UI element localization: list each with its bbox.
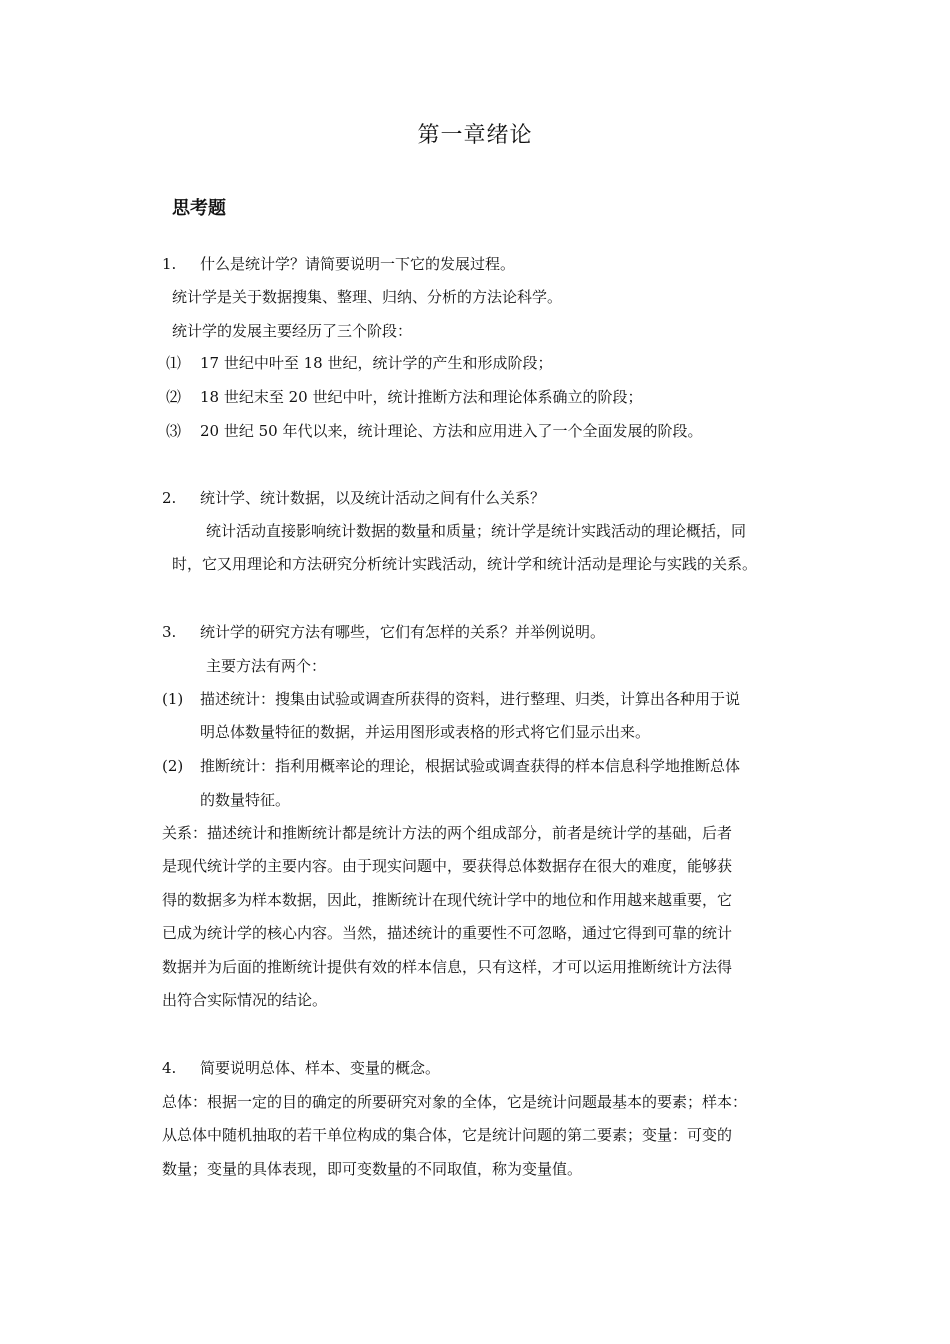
relation-line: 是现代统计学的主要内容。由于现实问题中，要获得总体数据存在很大的难度，能够获: [162, 857, 733, 875]
method-marker: (2): [162, 757, 184, 775]
q1-answer-line: 统计学是关于数据搜集、整理、归纳、分析的方法论科学。: [172, 288, 563, 306]
relation-line: 得的数据多为样本数据，因此，推断统计在现代统计学中的地位和作用越来越重要，它: [162, 891, 733, 909]
relation-line: 数据并为后面的推断统计提供有效的样本信息，只有这样，才可以运用推断统计方法得: [162, 958, 733, 976]
method-text: 推断统计：指利用概率论的理论，根据试验或调查获得的样本信息科学地推断总体: [200, 757, 741, 775]
section-heading: 思考题: [172, 198, 226, 219]
q3-intro: 主要方法有两个：: [206, 657, 327, 675]
chapter-title: 第一章绪论: [417, 123, 533, 148]
method-text: 描述统计：搜集由试验或调查所获得的资料，进行整理、归类，计算出各种用于说: [200, 690, 741, 708]
stage-text: 20 世纪 50 年代以来，统计理论、方法和应用进入了一个全面发展的阶段。: [200, 422, 703, 440]
stage-marker: ⑵: [166, 388, 182, 406]
question-2-number: 2.: [162, 489, 177, 507]
question-2-text: 统计学、统计数据，以及统计活动之间有什么关系？: [200, 489, 546, 507]
q1-answer-line: 统计学的发展主要经历了三个阶段：: [172, 322, 413, 340]
question-3-number: 3.: [162, 623, 177, 641]
question-3-text: 统计学的研究方法有哪些，它们有怎样的关系？并举例说明。: [200, 623, 606, 641]
q2-answer-line: 时，它又用理论和方法研究分析统计实践活动，统计学和统计活动是理论与实践的关系。: [172, 555, 758, 573]
question-1-number: 1.: [162, 255, 177, 273]
relation-line: 出符合实际情况的结论。: [162, 991, 328, 1009]
relation-line: 已成为统计学的核心内容。当然，描述统计的重要性不可忽略，通过它得到可靠的统计: [162, 924, 733, 942]
question-4-number: 4.: [162, 1059, 177, 1077]
question-1-text: 什么是统计学？请简要说明一下它的发展过程。: [200, 255, 516, 273]
q4-answer-line: 数量；变量的具体表现，即可变数量的不同取值，称为变量值。: [162, 1160, 583, 1178]
question-4-text: 简要说明总体、样本、变量的概念。: [200, 1059, 441, 1077]
relation-line: 关系：描述统计和推断统计都是统计方法的两个组成部分，前者是统计学的基础，后者: [162, 824, 733, 842]
method-text: 的数量特征。: [200, 791, 291, 809]
method-marker: (1): [162, 690, 184, 708]
stage-marker: ⑴: [166, 354, 182, 372]
q4-answer-line: 总体：根据一定的目的确定的所要研究对象的全体，它是统计问题最基本的要素；样本：: [162, 1093, 748, 1111]
q2-answer-line: 统计活动直接影响统计数据的数量和质量；统计学是统计实践活动的理论概括，同: [206, 522, 747, 540]
q4-answer-line: 从总体中随机抽取的若干单位构成的集合体，它是统计问题的第二要素；变量：可变的: [162, 1126, 733, 1144]
stage-text: 18 世纪末至 20 世纪中叶，统计推断方法和理论体系确立的阶段；: [200, 388, 643, 406]
method-text: 明总体数量特征的数据，并运用图形或表格的形式将它们显示出来。: [200, 723, 651, 741]
stage-text: 17 世纪中叶至 18 世纪，统计学的产生和形成阶段；: [200, 354, 553, 372]
stage-marker: ⑶: [166, 422, 182, 440]
